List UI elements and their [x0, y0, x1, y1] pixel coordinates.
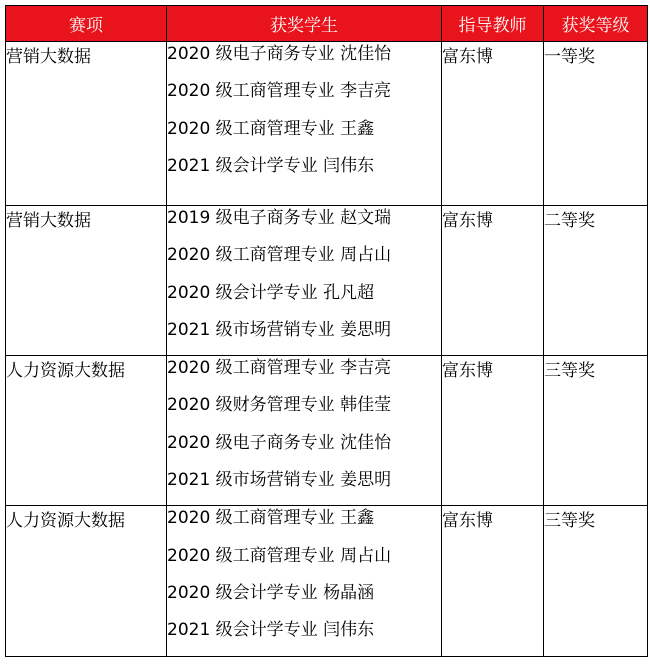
event-cell: 人力资源大数据: [6, 356, 167, 506]
student-line: 2020 级工商管理专业 王鑫: [167, 118, 375, 139]
table-row: [6, 356, 648, 506]
header-teacher: 指导教师: [442, 6, 544, 42]
student-line: 2020 级财务管理专业 韩佳莹: [167, 395, 392, 416]
student-line: 2020 级会计学专业 孔凡超: [167, 282, 375, 303]
students-cell: [167, 206, 442, 356]
students-cell: [167, 42, 442, 206]
teacher-cell: 富东博: [442, 42, 544, 206]
student-line: 2021 级会计学专业 闫伟东: [167, 620, 375, 641]
student-line: 2020 级工商管理专业 周占山: [167, 545, 392, 566]
level-cell: 三等奖: [544, 506, 648, 656]
student-line: 2020 级会计学专业 杨晶涵: [167, 582, 375, 603]
teacher-cell: 富东博: [442, 206, 544, 356]
table-row: [6, 206, 648, 356]
level-cell: 一等奖: [544, 42, 648, 206]
event-cell: 营销大数据: [6, 42, 167, 206]
header-level: 获奖等级: [544, 6, 648, 42]
level-cell: 二等奖: [544, 206, 648, 356]
table-row: [6, 42, 648, 206]
student-line: 2021 级会计学专业 闫伟东: [167, 155, 375, 176]
students-cell: [167, 356, 442, 506]
teacher-cell: 富东博: [442, 356, 544, 506]
header-row: [6, 6, 648, 42]
level-cell: 三等奖: [544, 356, 648, 506]
student-line: 2020 级电子商务专业 沈佳怡: [167, 432, 392, 453]
student-line: 2020 级电子商务专业 沈佳怡: [167, 44, 392, 64]
awards-table: [5, 5, 648, 657]
student-line: 2021 级市场营销专业 姜思明: [167, 319, 392, 340]
event-cell: 人力资源大数据: [6, 506, 167, 656]
student-line: 2021 级市场营销专业 姜思明: [167, 470, 392, 491]
header-students: 获奖学生: [167, 6, 442, 42]
student-line: 2020 级工商管理专业 周占山: [167, 245, 392, 266]
student-line: 2020 级工商管理专业 王鑫: [167, 508, 375, 529]
students-cell: [167, 506, 442, 656]
student-line: 2020 级工商管理专业 李吉亮: [167, 358, 392, 379]
teacher-cell: 富东博: [442, 506, 544, 656]
table-row: [6, 506, 648, 656]
student-line: 2020 级工商管理专业 李吉亮: [167, 81, 392, 102]
event-cell: 营销大数据: [6, 206, 167, 356]
student-line: 2019 级电子商务专业 赵文瑞: [167, 208, 392, 228]
header-event: 赛项: [6, 6, 167, 42]
